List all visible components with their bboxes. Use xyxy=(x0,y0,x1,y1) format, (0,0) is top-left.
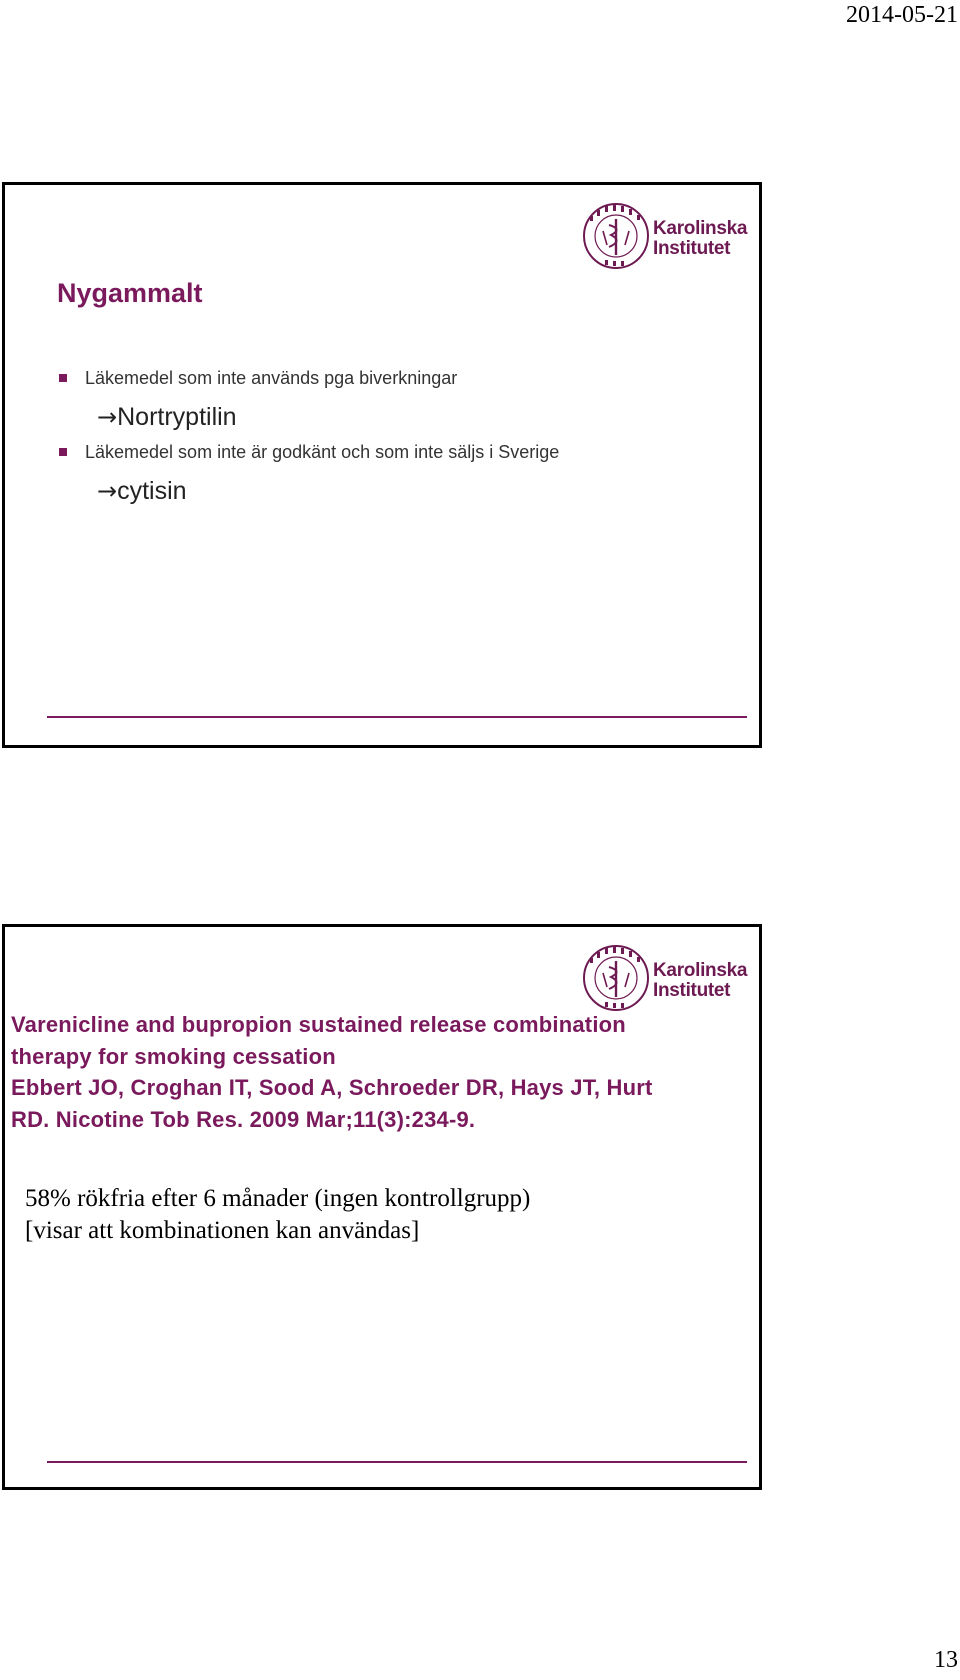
square-bullet-icon xyxy=(59,374,67,382)
brand-line-1: Karolinska xyxy=(653,218,748,239)
arrow-text: cytisin xyxy=(117,477,187,505)
arrow-item xyxy=(57,471,717,511)
slide-1 xyxy=(2,182,762,748)
karolinska-seal-icon xyxy=(581,201,651,271)
result-line: [visar att kombinationen kan användas] xyxy=(25,1217,420,1244)
karolinska-logo xyxy=(581,943,748,1017)
brand-line-1: Karolinska xyxy=(653,960,748,981)
footer-divider xyxy=(47,1461,747,1463)
arrow-item xyxy=(57,397,717,437)
arrow-right-icon: → xyxy=(97,403,118,431)
bullet-list xyxy=(57,363,717,511)
karolinska-logo xyxy=(581,201,748,275)
slide-title: Nygammalt xyxy=(57,278,203,308)
article-reference xyxy=(11,1009,731,1135)
result-text xyxy=(25,1183,745,1247)
karolinska-wordmark xyxy=(653,219,747,259)
list-item xyxy=(57,437,717,471)
bullet-text: Läkemedel som inte används pga biverkningar xyxy=(85,368,458,388)
article-title-line: therapy for smoking cessation xyxy=(11,1043,336,1069)
arrow-text: Nortryptilin xyxy=(117,403,237,431)
list-item xyxy=(57,363,717,397)
slide-2 xyxy=(2,924,762,1490)
arrow-right-icon: → xyxy=(97,477,118,505)
brand-line-2: Institutet xyxy=(653,980,731,1001)
karolinska-seal-icon xyxy=(581,943,651,1013)
article-authors-line: Ebbert JO, Croghan IT, Sood A, Schroeder DR, Hays JT, Hurt xyxy=(11,1075,653,1100)
article-title-line: Varenicline and bupropion sustained release combination xyxy=(11,1012,626,1037)
bullet-text: Läkemedel som inte är godkänt och som inte säljs i Sverige xyxy=(85,442,560,462)
result-line: 58% rökfria efter 6 månader (ingen kontrollgrupp) xyxy=(25,1185,531,1212)
footer-divider xyxy=(47,716,747,718)
brand-line-2: Institutet xyxy=(653,238,731,259)
square-bullet-icon xyxy=(59,448,67,456)
page-date: 2014-05-21 xyxy=(846,2,958,28)
page-number: 13 xyxy=(934,1647,958,1673)
article-citation-line: RD. Nicotine Tob Res. 2009 Mar;11(3):234-9. xyxy=(11,1106,476,1132)
karolinska-wordmark xyxy=(653,961,747,1001)
